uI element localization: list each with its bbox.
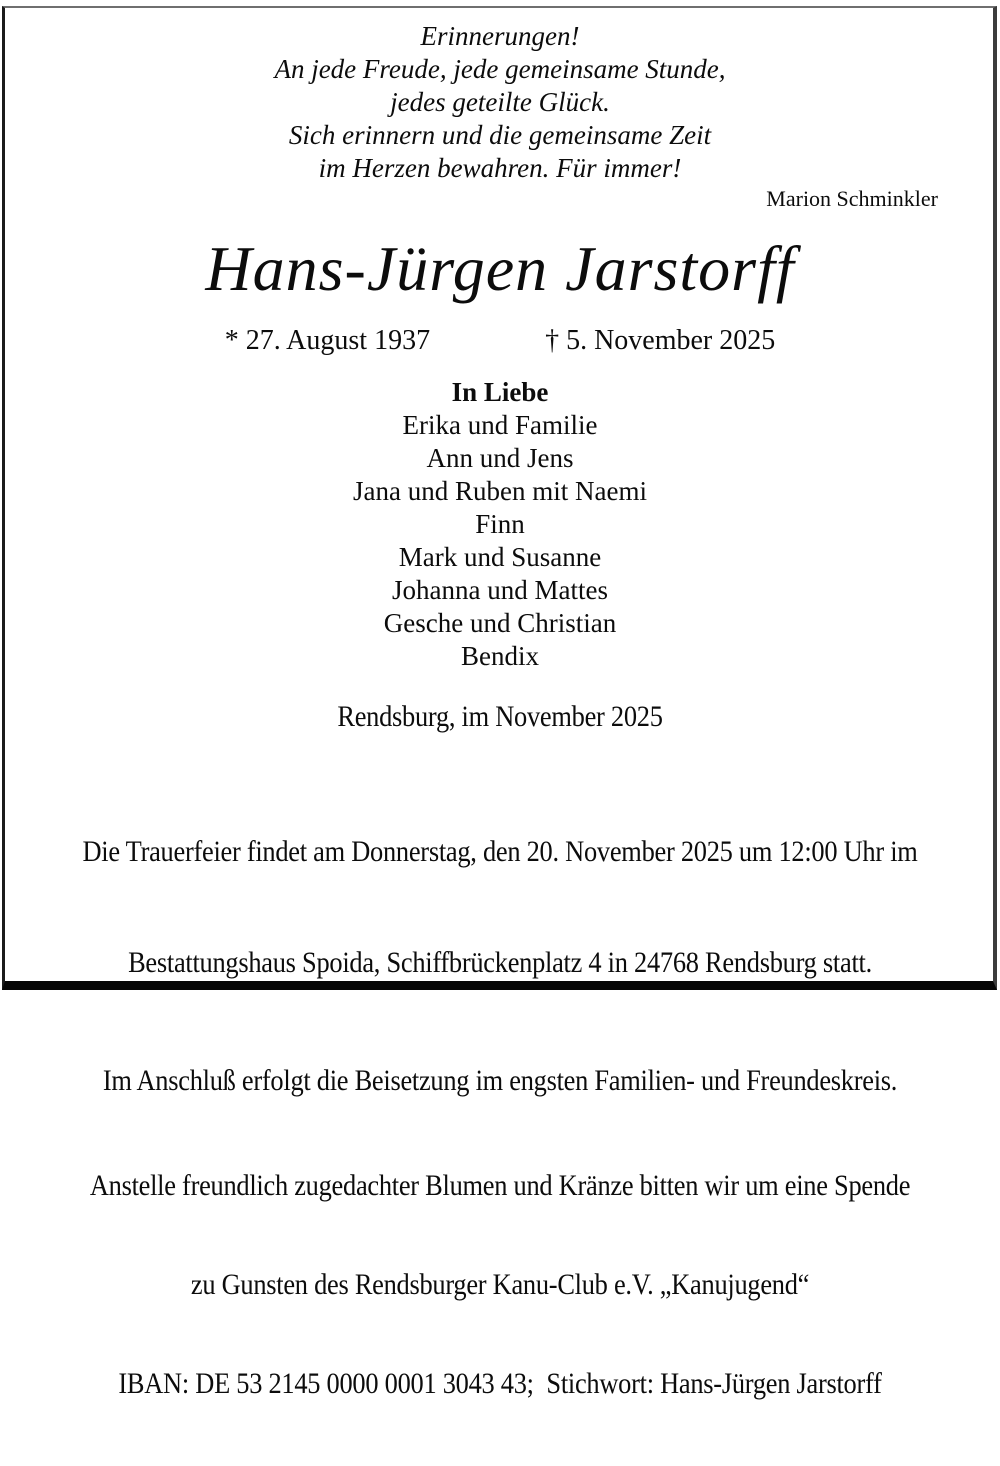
birth-date: * 27. August 1937 (224, 325, 431, 356)
donation-line: Anstelle freundlich zugedachter Blumen und Kränze bitten wir um eine Spende (89, 1169, 911, 1202)
quote-line: im Herzen bewahren. Für immer! (318, 153, 682, 183)
service-line: Die Trauerfeier findet am Donnerstag, den 20. November 2025 um 12:00 Uhr im (82, 835, 918, 868)
mourner-line: Johanna und Mattes (392, 575, 608, 605)
mourner-line: Finn (475, 509, 525, 539)
donation-line: IBAN: DE 53 2145 0000 0001 3043 43; Stichwort: Hans-Jürgen Jarstorff (118, 1367, 882, 1400)
deceased-name: Hans-Jürgen Jarstorff (205, 233, 795, 304)
mourner-line: Ann und Jens (426, 443, 574, 473)
donation-line: zu Gunsten des Rendsburger Kanu-Club e.V. „Kanujugend“ (190, 1268, 810, 1301)
mourner-line: Gesche und Christian (383, 608, 617, 638)
memorial-quote (0, 0, 1000, 185)
death-date: † 5. November 2025 (545, 325, 776, 356)
life-dates (0, 324, 1000, 358)
mourner-line: Erika und Familie (402, 410, 598, 440)
place-and-date: Rendsburg, im November 2025 (337, 700, 663, 733)
quote-line: jedes geteilte Glück. (390, 87, 610, 117)
quote-line: Erinnerungen! (420, 21, 580, 51)
mourner-line: Bendix (461, 641, 539, 671)
quote-line: An jede Freude, jede gemeinsame Stunde, (274, 54, 726, 84)
funeral-service-info (60, 759, 940, 1055)
donation-info (60, 1103, 940, 1466)
mourner-line: Jana und Ruben mit Naemi (353, 476, 647, 506)
burial-info: Im Anschluß erfolgt die Beisetzung im engsten Familien- und Freundeskreis. (102, 1064, 898, 1097)
quote-attribution: Marion Schminkler (766, 186, 938, 211)
mourner-line: Mark und Susanne (398, 542, 602, 572)
mourners-list (0, 376, 1000, 673)
service-line: Bestattungshaus Spoida, Schiffbrückenplatz 4 in 24768 Rendsburg statt. (128, 946, 872, 979)
quote-line: Sich erinnern und die gemeinsame Zeit (288, 120, 712, 150)
mourners-heading: In Liebe (451, 377, 549, 407)
